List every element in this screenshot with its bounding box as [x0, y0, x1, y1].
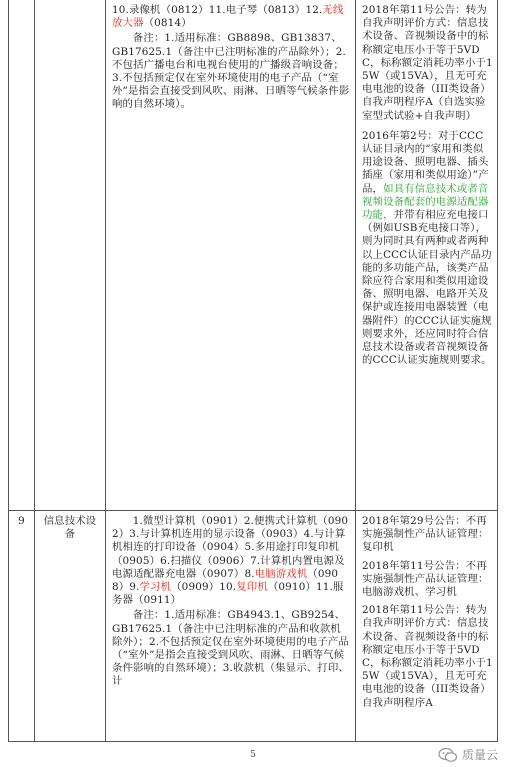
table-row	[9, 511, 497, 742]
category-cell	[35, 0, 105, 4]
category-cell: 信息技术设备	[43, 515, 97, 541]
wechat-icon	[438, 747, 458, 763]
notice-2018-29: 2018年第29号公告：不再实施强制性产品认证管理： 复印机	[362, 515, 489, 554]
row-number-cell	[9, 0, 34, 4]
product-remarks: 备注：1.适用标准：GB8898、GB13837、GB17625.1（备注中已注明标准的产品除外）；2.不包括广播电台和电视台使用的广播级音响设备；3.不包括预定仅在室外环境使用的电子产品（“室外”是指会直接受到风吹、雨淋、日晒等气候条件影响的自然环境）。	[112, 32, 350, 111]
notice-cell	[356, 0, 497, 367]
highlighted-product: 复印机	[236, 581, 268, 594]
highlighted-product: 学习机	[139, 581, 172, 594]
notice-cell	[356, 511, 497, 710]
page-number: 5	[250, 750, 256, 760]
product-remarks: 备注：1.适用标准：GB4943.1、GB9254、GB17625.1（备注中已注明标准的产品和收款机除外）；2.不包括预定仅在室外环境使用的电子产品（“室外”是指会直接受到风吹、雨淋、日晒等气候条件影响的自然环境）；3.收款机（集显示、打印、计	[112, 609, 349, 688]
highlighted-product: 电脑游戏机	[254, 567, 308, 580]
certification-table	[8, 0, 498, 742]
highlighted-notice: 如具有信息技术或者音视频设备配套的电源适配器功能，	[362, 182, 489, 222]
row-number-cell: 9	[18, 515, 25, 527]
product-cell	[106, 0, 355, 112]
notice-2016-2: 2016年第2号：对于CCC认证目录内的“家用和类似用途设备、照明电器、插头插座（家用和类似用途）”产品，如具有信息技术或者音视频设备配套的电源适配器功能，并带有相应充电接口（例如USB充电接口等），则为同时具有两种或者两种以上CCC认证目录内产品功能的多功能产品，该类产品除应符合家用和类似用途设备、照明电器、电路开关及保护或连接用电器装置（电器附件）的CCC认证实施规则要求外，还应同时符合信息技术设备或者音视频设备的CCC认证实施规则要求。	[362, 129, 492, 367]
notice-2018-11-a: 2018年第11号公告：不再实施强制性产品认证管理： 电脑游戏机、学习机	[362, 559, 489, 599]
product-cell	[106, 511, 355, 689]
product-list: 10.录像机（0812）11.电子琴（0813）12.无线放大器（0814）	[112, 4, 344, 30]
watermark-text: 质量云	[461, 748, 498, 762]
highlighted-product: 无线放大器	[112, 4, 344, 30]
product-list: 1.微型计算机（0901）2.便携式计算机（0902）3.与计算机连用的显示设备（0903）4.与计算机相连的打印设备（0904）5.多用途打印复印机（0905）6.扫描仪（0906）7.计算机内置电源及电源适配器充电器（0907）8.电脑游戏机（0908）9.学习机（0909）10.复印机（0910）11.服务器（0911）	[112, 515, 349, 607]
watermark	[438, 746, 498, 763]
table-row	[9, 0, 497, 511]
notice-2018-11: 2018年第11号公告：转为自我声明评价方式：信息技术设备、音视频设备中的标称额定电压小于等于5VDC，标称额定消耗功率小于15W（或15VA），且无可充电电池的设备（III类设备） 自我声明程序A（自选实验室型式试验+自我声明）	[362, 4, 493, 122]
notice-2018-11-b: 2018年第11号公告：转为自我声明评价方式：信息技术设备、音视频设备中的标称额定电压小于等于5VDC，标称额定消耗功率小于15W（或15VA），且无可充电电池的设备（III类设备） 自我声明程序A	[362, 604, 493, 709]
